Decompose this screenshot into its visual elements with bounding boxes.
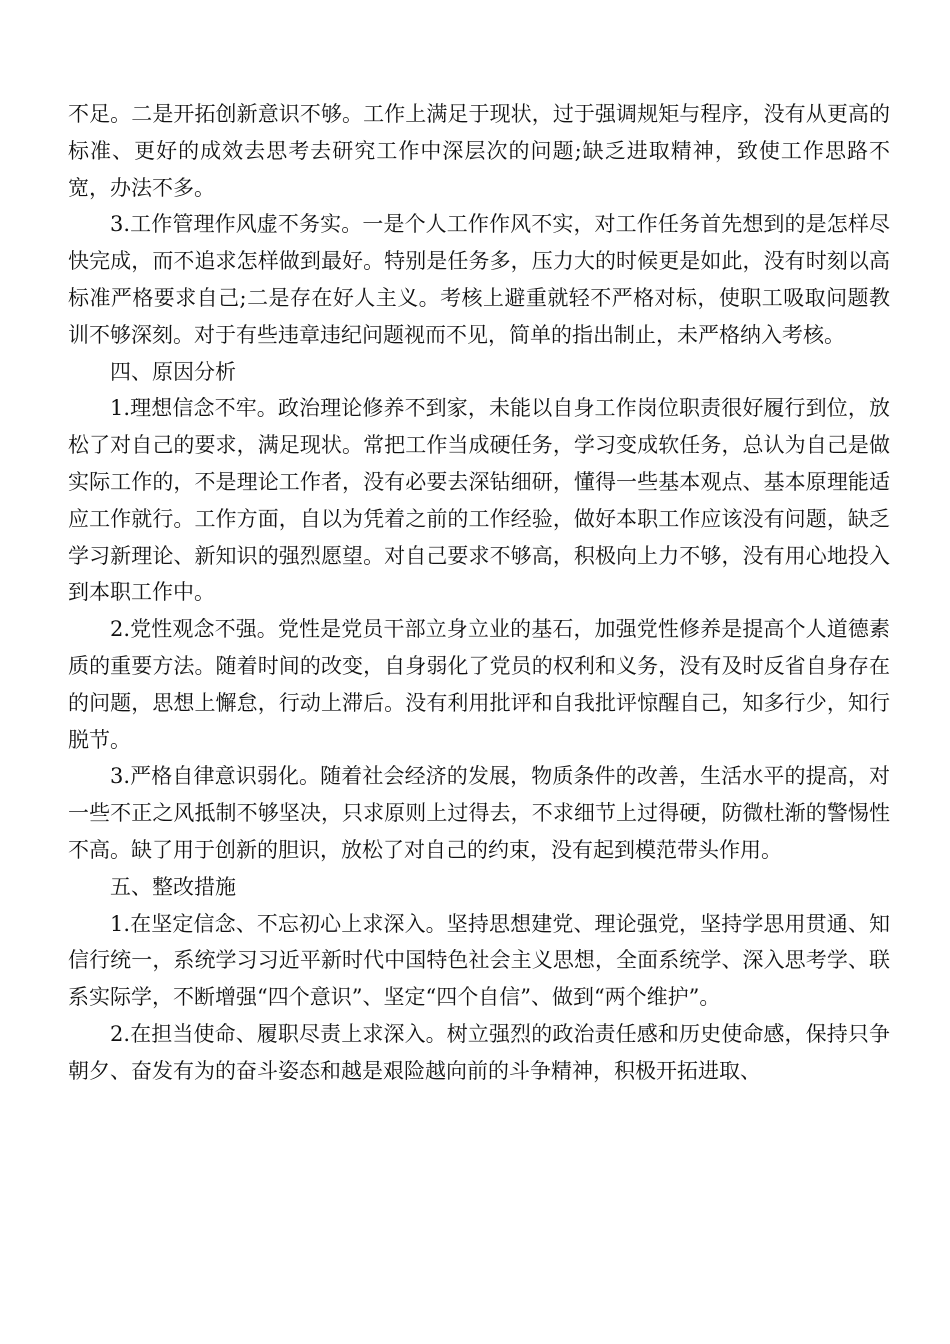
document-body	[68, 96, 890, 1090]
paragraph-item-2-mission: 2.在担当使命、履职尽责上求深入。树立强烈的政治责任感和历史使命感，保持只争朝夕、奋发有为的奋斗姿态和越是艰险越向前的斗争精神，积极开拓进取、	[68, 1021, 890, 1083]
paragraph-item-3-self-discipline: 3.严格自律意识弱化。随着社会经济的发展，物质条件的改善，生活水平的提高，对一些不正之风抵制不够坚决，只求原则上过得去，不求细节上过得硬，防微杜渐的警惕性不高。缺了用于创新的胆识，放松了对自己的约束，没有起到模范带头作用。	[68, 764, 890, 862]
section-heading-rectification: 五、整改措施	[110, 874, 236, 899]
section-heading-cause-analysis: 四、原因分析	[110, 359, 236, 384]
paragraph-item-2-party-spirit: 2.党性观念不强。党性是党员干部立身立业的基石，加强党性修养是提高个人道德素质的重要方法。随着时间的改变，自身弱化了党员的权利和义务，没有及时反省自身存在的问题，思想上懈怠，行动上滞后。没有利用批评和自我批评惊醒自己，知多行少，知行脱节。	[68, 617, 890, 752]
paragraph-item-1-ideals: 1.理想信念不牢。政治理论修养不到家，未能以自身工作岗位职责很好履行到位，放松了对自己的要求，满足现状。常把工作当成硬任务，学习变成软任务，总认为自己是做实际工作的，不是理论工作者，没有必要去深钻细研，懂得一些基本观点、基本原理能适应工作就行。工作方面，自以为凭着之前的工作经验，做好本职工作应该没有问题，缺乏学习新理论、新知识的强烈愿望。对自己要求不够高，积极向上力不够，没有用心地投入到本职工作中。	[68, 396, 890, 605]
paragraph-item-3-work-style: 3.工作管理作风虚不务实。一是个人工作作风不实，对工作任务首先想到的是怎样尽快完成，而不追求怎样做到最好。特别是任务多，压力大的时候更是如此，没有时刻以高标准严格要求自己;二是存在好人主义。考核上避重就轻不严格对标，使职工吸取问题教训不够深刻。对于有些违章违纪问题视而不见，简单的指出制止，未严格纳入考核。	[68, 212, 890, 347]
paragraph-item-1-belief: 1.在坚定信念、不忘初心上求深入。坚持思想建党、理论强党，坚持学思用贯通、知信行统一，系统学习习近平新时代中国特色社会主义思想，全面系统学、深入思考学、联系实际学，不断增强“四个意识”、坚定“四个自信”、做到“两个维护”。	[68, 911, 890, 1010]
paragraph-continuation: 不足。二是开拓创新意识不够。工作上满足于现状，过于强调规矩与程序，没有从更高的标准、更好的成效去思考去研究工作中深层次的问题;缺乏进取精神，致使工作思路不宽，办法不多。	[68, 102, 890, 200]
